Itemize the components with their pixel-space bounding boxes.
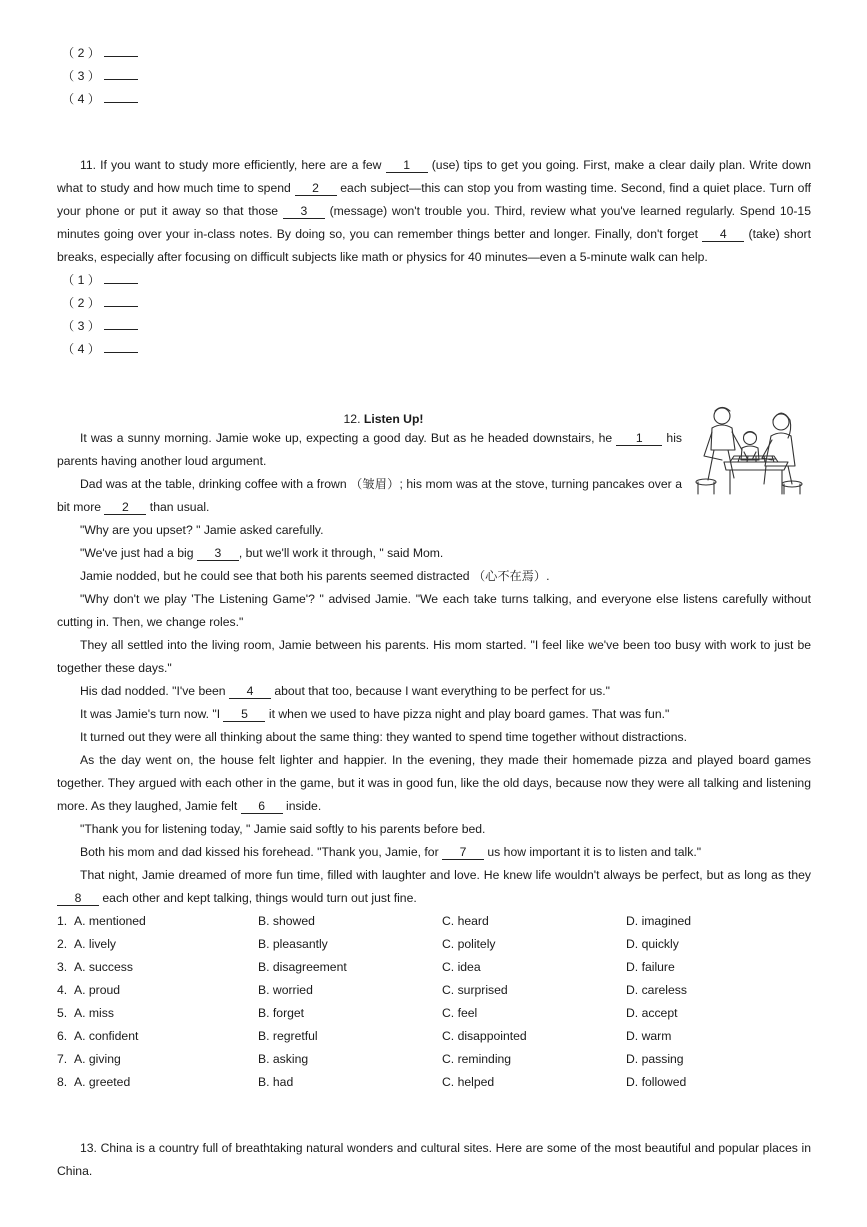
option-a[interactable]: A. confident bbox=[74, 1029, 139, 1043]
answer-line-4[interactable] bbox=[62, 89, 138, 109]
q12-paragraph-14: That night, Jamie dreamed of more fun time, filled with laughter and love. He knew life wouldn't always be perfect, but as long as they 8 each other and kept talking, things would turn out just fine. bbox=[57, 864, 811, 910]
option-number: 7. bbox=[57, 1052, 68, 1066]
option-d[interactable]: D. careless bbox=[626, 983, 687, 997]
option-c[interactable]: C. helped bbox=[442, 1075, 495, 1089]
option-c[interactable]: C. politely bbox=[442, 937, 496, 951]
q12-paragraph-13: Both his mom and dad kissed his forehead. "Thank you, Jamie, for 7 us how important it is to listen and talk." bbox=[80, 845, 702, 859]
answer-label: （ 3 ） bbox=[62, 69, 100, 83]
option-a[interactable]: A. proud bbox=[74, 983, 121, 997]
answer-blank[interactable] bbox=[104, 90, 138, 103]
option-c[interactable]: C. surprised bbox=[442, 983, 508, 997]
q12-paragraph-9: It was Jamie's turn now. "I 5 it when we used to have pizza night and play board games. That was fun." bbox=[80, 707, 670, 721]
option-c[interactable]: C. disappointed bbox=[442, 1029, 527, 1043]
option-b[interactable]: B. showed bbox=[258, 914, 315, 928]
question-13-passage: 13. China is a country full of breathtaking natural wonders and cultural sites. Here are some of the most beautiful and popular places in China. bbox=[57, 1141, 811, 1178]
option-number: 8. bbox=[57, 1075, 68, 1089]
blank-8[interactable]: 8 bbox=[57, 891, 99, 906]
answer-label: （ 1 ） bbox=[62, 273, 100, 287]
answer-blank[interactable] bbox=[104, 340, 138, 353]
option-d[interactable]: D. imagined bbox=[626, 914, 692, 928]
q12-paragraph-5: Jamie nodded, but he could see that both his parents seemed distracted （心不在焉）. bbox=[80, 569, 550, 583]
q12-paragraph-7: They all settled into the living room, Jamie between his parents. His mom started. "I feel like we've been too busy with work to just be together these days." bbox=[57, 638, 811, 675]
answer-blank[interactable] bbox=[104, 294, 138, 307]
option-c[interactable]: C. heard bbox=[442, 914, 489, 928]
option-d[interactable]: D. warm bbox=[626, 1029, 672, 1043]
question-12-title: 12. Listen Up! bbox=[343, 412, 424, 426]
option-a[interactable]: A. mentioned bbox=[74, 914, 146, 928]
answer-label: （ 2 ） bbox=[62, 296, 100, 310]
blank-2[interactable]: 2 bbox=[104, 500, 146, 515]
q12-paragraph-12: "Thank you for listening today, " Jamie said softly to his parents before bed. bbox=[80, 822, 486, 836]
answer-label: （ 4 ） bbox=[62, 92, 100, 106]
answer-label: （ 4 ） bbox=[62, 342, 100, 356]
family-board-game-illustration bbox=[688, 402, 810, 497]
option-a[interactable]: A. lively bbox=[74, 937, 116, 951]
option-a[interactable]: A. giving bbox=[74, 1052, 121, 1066]
option-d[interactable]: D. failure bbox=[626, 960, 675, 974]
option-b[interactable]: B. had bbox=[258, 1075, 294, 1089]
option-number: 1. bbox=[57, 914, 68, 928]
answer-line-3[interactable] bbox=[62, 66, 138, 86]
blank-4[interactable]: 4 bbox=[702, 227, 744, 242]
answer-line-2[interactable] bbox=[62, 43, 138, 63]
q12-paragraph-10: It turned out they were all thinking about the same thing: they wanted to spend time together without distractions. bbox=[80, 730, 688, 744]
option-a[interactable]: A. success bbox=[74, 960, 133, 974]
q12-paragraph-6: "Why don't we play 'The Listening Game'? " advised Jamie. "We each take turns talking, and everyone else listens carefully without cutting in. Then, we change roles." bbox=[57, 592, 811, 629]
answer-label: （ 2 ） bbox=[62, 46, 100, 60]
option-c[interactable]: C. idea bbox=[442, 960, 481, 974]
blank-6[interactable]: 6 bbox=[241, 799, 283, 814]
option-c[interactable]: C. reminding bbox=[442, 1052, 512, 1066]
blank-2[interactable]: 2 bbox=[295, 181, 337, 196]
q11-answer-line-4[interactable] bbox=[62, 339, 138, 359]
q11-answer-line-1[interactable] bbox=[62, 270, 138, 290]
option-b[interactable]: B. worried bbox=[258, 983, 313, 997]
answer-label: （ 3 ） bbox=[62, 319, 100, 333]
q12-paragraph-3: "Why are you upset? " Jamie asked carefully. bbox=[80, 523, 324, 537]
option-b[interactable]: B. regretful bbox=[258, 1029, 318, 1043]
blank-1[interactable]: 1 bbox=[616, 431, 662, 446]
q12-paragraph-2: Dad was at the table, drinking coffee with a frown （皱眉）; his mom was at the stove, turning pancakes over a bit more 2 than usual. bbox=[57, 477, 682, 514]
option-number: 2. bbox=[57, 937, 68, 951]
option-d[interactable]: D. passing bbox=[626, 1052, 684, 1066]
blank-5[interactable]: 5 bbox=[223, 707, 265, 722]
option-b[interactable]: B. pleasantly bbox=[258, 937, 328, 951]
option-d[interactable]: D. quickly bbox=[626, 937, 679, 951]
option-a[interactable]: A. greeted bbox=[74, 1075, 131, 1089]
answer-blank[interactable] bbox=[104, 317, 138, 330]
blank-3[interactable]: 3 bbox=[197, 546, 239, 561]
q11-answer-line-3[interactable] bbox=[62, 316, 138, 336]
option-d[interactable]: D. accept bbox=[626, 1006, 678, 1020]
option-number: 3. bbox=[57, 960, 68, 974]
question-11-passage: 11. If you want to study more efficiently, here are a few 1 (use) tips to get you going. First, make a clear daily plan. Write down what to study and how much time to spend 2 each subject—this can stop you from wasting time. Second, find a quiet place. Turn off your phone or put it away so that those 3 (message) won't trouble you. Third, review what you've learned regularly. Spend 10-15 minutes going over your in-class notes. By doing so, you can remember things better and longer. Finally, don't forget 4 (take) short breaks, especially after focusing on difficult subjects like math or physics for 40 minutes—even a 5-minute walk can help. bbox=[57, 158, 811, 264]
option-c[interactable]: C. feel bbox=[442, 1006, 478, 1020]
option-number: 4. bbox=[57, 983, 68, 997]
blank-7[interactable]: 7 bbox=[442, 845, 484, 860]
q12-paragraph-4: "We've just had a big 3 , but we'll work it through, " said Mom. bbox=[80, 546, 444, 560]
answer-blank[interactable] bbox=[104, 44, 138, 57]
answer-blank[interactable] bbox=[104, 67, 138, 80]
blank-3[interactable]: 3 bbox=[283, 204, 325, 219]
option-b[interactable]: B. disagreement bbox=[258, 960, 347, 974]
option-a[interactable]: A. miss bbox=[74, 1006, 114, 1020]
q12-paragraph-11: As the day went on, the house felt lighter and happier. In the evening, they made their homemade pizza and played board games together. They argued with each other in the game, but it was in good fun, like the old days, because now they were all talking and listening more. As they laughed, Jamie felt 6 inside. bbox=[57, 753, 811, 813]
q12-paragraph-1: It was a sunny morning. Jamie woke up, expecting a good day. But as he headed downstairs, he 1 his parents having another loud argument. bbox=[57, 431, 682, 468]
q12-paragraph-8: His dad nodded. "I've been 4 about that too, because I want everything to be perfect for us." bbox=[80, 684, 610, 698]
option-b[interactable]: B. asking bbox=[258, 1052, 309, 1066]
option-number: 5. bbox=[57, 1006, 68, 1020]
blank-1[interactable]: 1 bbox=[386, 158, 428, 173]
blank-4[interactable]: 4 bbox=[229, 684, 271, 699]
option-d[interactable]: D. followed bbox=[626, 1075, 687, 1089]
option-b[interactable]: B. forget bbox=[258, 1006, 305, 1020]
option-number: 6. bbox=[57, 1029, 68, 1043]
q11-answer-line-2[interactable] bbox=[62, 293, 138, 313]
answer-blank[interactable] bbox=[104, 271, 138, 284]
